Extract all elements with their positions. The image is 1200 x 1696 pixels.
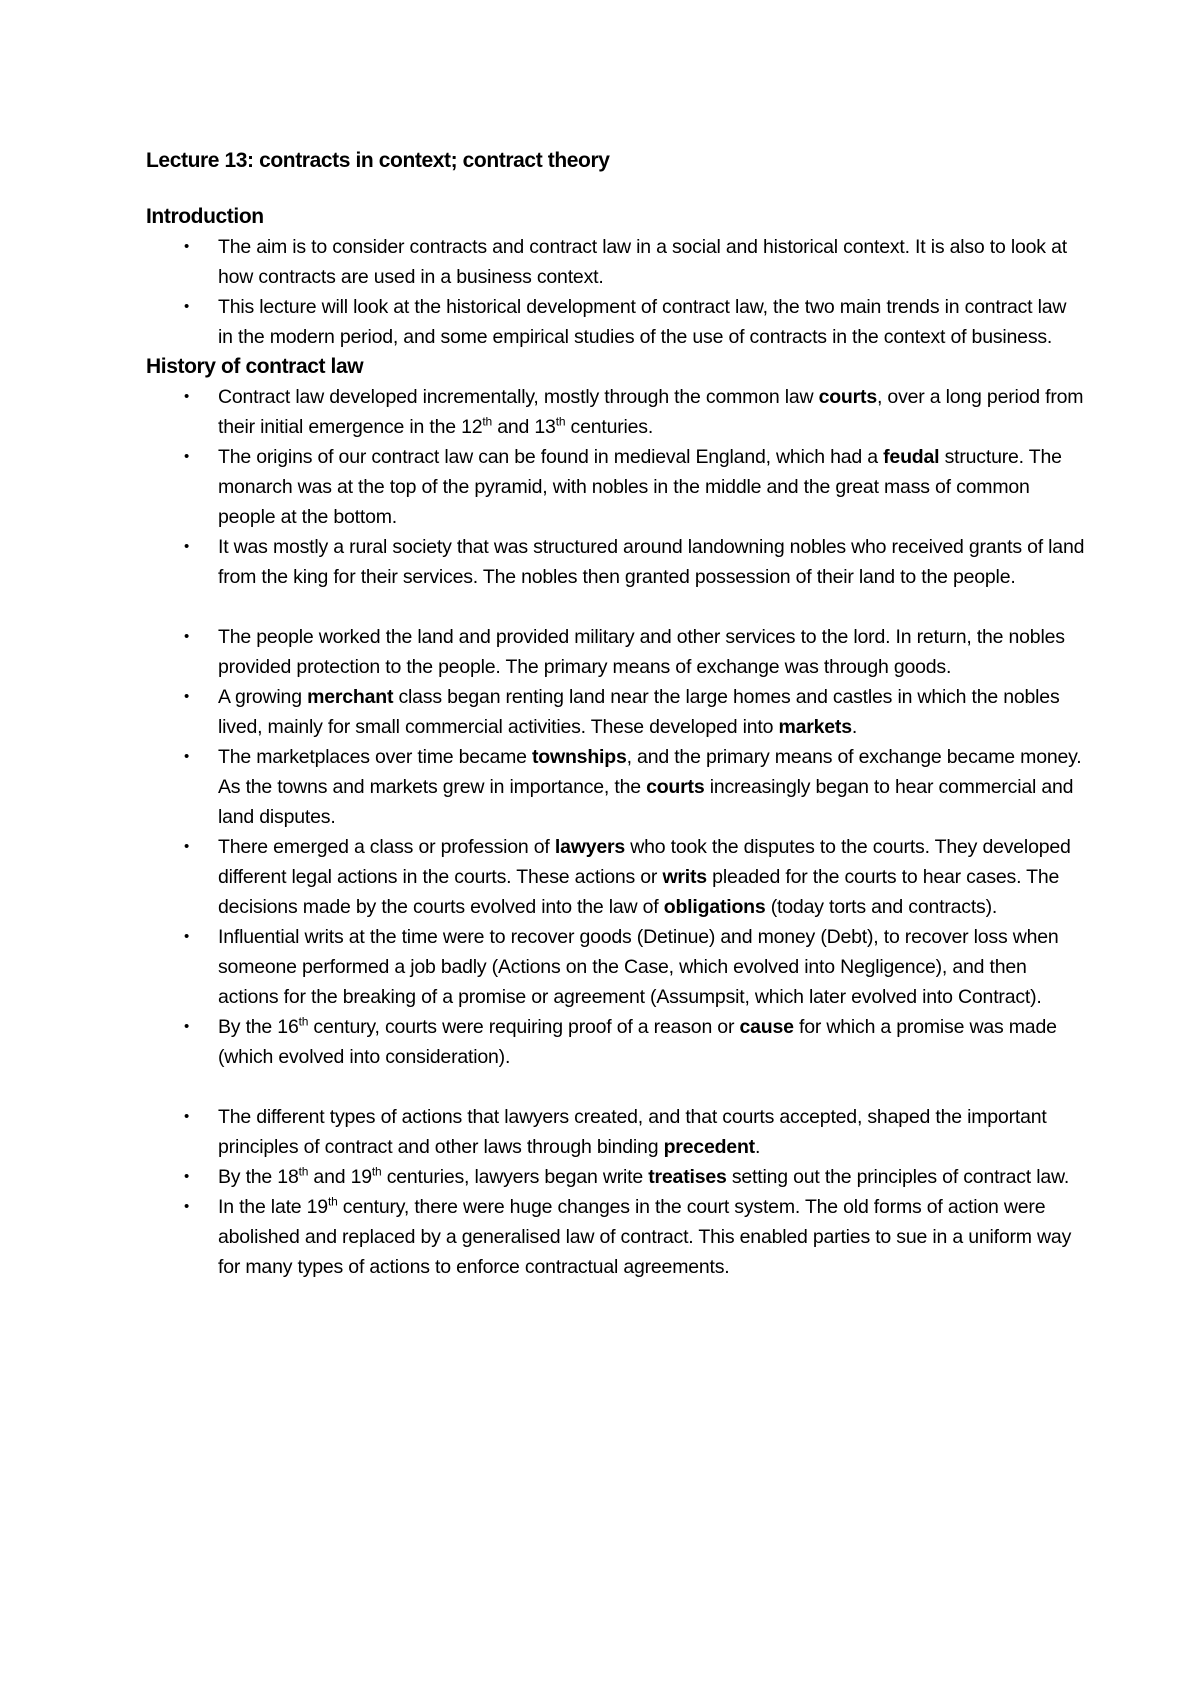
- bold-term: markets: [778, 716, 852, 738]
- section-heading: History of contract law: [146, 355, 364, 378]
- bullet-dot-icon: •: [184, 748, 190, 765]
- bullet-item: [146, 922, 1086, 1012]
- text-run: , and the primary means of exchange became money. As the towns and markets grew in importance, the: [218, 746, 1082, 798]
- bullet-item: [146, 232, 1086, 292]
- bullet-dot-icon: •: [184, 388, 190, 405]
- text-run: class began renting land near the large homes and castles in which the nobles lived, mainly for small commercial activities. These developed into: [218, 686, 1060, 738]
- section-heading: Introduction: [146, 205, 264, 228]
- document-title: Lecture 13: contracts in context; contract theory: [146, 149, 610, 172]
- bullet-item: [146, 442, 1086, 532]
- bullet-dot-icon: •: [184, 238, 190, 255]
- bullet-text: [218, 836, 1071, 918]
- bullet-item: [146, 682, 1086, 742]
- text-run: century, courts were requiring proof of a reason or: [308, 1016, 740, 1038]
- text-run: Contract law developed incrementally, mostly through the common law: [218, 386, 819, 408]
- bullet-dot-icon: •: [184, 1018, 190, 1035]
- text-run: increasingly began to hear commercial and land disputes.: [218, 776, 1074, 828]
- bullet-item: [146, 1102, 1086, 1162]
- bold-term: courts: [818, 386, 877, 408]
- bullet-text: [218, 1106, 1047, 1158]
- text-run: (today torts and contracts).: [765, 896, 998, 918]
- text-run: In the late 19: [218, 1196, 328, 1218]
- bullet-dot-icon: •: [184, 688, 190, 705]
- bullet-item: [146, 742, 1086, 832]
- text-run: The aim is to consider contracts and contract law in a social and historical context. It is also to look at how contracts are used in a business context.: [218, 236, 1067, 288]
- text-run: pleaded for the courts to hear cases. The decisions made by the courts evolved into the law of: [218, 866, 1060, 918]
- bold-term: feudal: [883, 446, 940, 468]
- bullet-text: [218, 236, 1067, 288]
- bullet-item: [146, 292, 1086, 352]
- bold-term: cause: [739, 1016, 794, 1038]
- text-run: , over a long period from their initial emergence in the 12: [218, 386, 1084, 438]
- text-run: By the 18: [218, 1166, 299, 1188]
- superscript: th: [298, 1164, 309, 1179]
- bullet-item: [146, 1192, 1086, 1282]
- text-run: structure. The monarch was at the top of the pyramid, with nobles in the middle and the great mass of common people at the bottom.: [218, 446, 1062, 528]
- section-history: [146, 352, 1086, 1282]
- text-run: The people worked the land and provided military and other services to the lord. In return, the nobles provided protection to the people. The primary means of exchange was through goods.: [218, 626, 1065, 678]
- superscript: th: [555, 414, 566, 429]
- text-run: setting out the principles of contract law.: [726, 1166, 1070, 1188]
- text-run: The marketplaces over time became: [218, 746, 532, 768]
- bullet-text: [218, 446, 1062, 528]
- bullet-text: [218, 386, 1083, 438]
- bullet-dot-icon: •: [184, 448, 190, 465]
- bullet-dot-icon: •: [184, 298, 190, 315]
- document-body: [146, 146, 1086, 1282]
- text-run: By the 16: [218, 1016, 299, 1038]
- superscript: th: [298, 1014, 309, 1029]
- text-run: It was mostly a rural society that was structured around landowning nobles who received grants of land from the king for their services. The nobles then granted possession of their land to the people.: [218, 536, 1085, 588]
- text-run: for which a promise was made (which evolved into consideration).: [218, 1016, 1057, 1068]
- bullet-dot-icon: •: [184, 538, 190, 555]
- bullet-text: [218, 686, 1060, 738]
- text-run: Influential writs at the time were to recover goods (Detinue) and money (Debt), to recover loss when someone performed a job badly (Actions on the Case, which evolved into Negligence), and then actions for the breaking of a promise or agreement (Assumpsit, which later evolved into Contract).: [218, 926, 1059, 1008]
- bullet-list: [146, 232, 1086, 352]
- text-run: who took the disputes to the courts. They developed different legal actions in the courts. These actions or: [218, 836, 1071, 888]
- bullet-dot-icon: •: [184, 928, 190, 945]
- bold-term: obligations: [663, 896, 766, 918]
- bullet-item: [146, 1012, 1086, 1072]
- bullet-dot-icon: •: [184, 1108, 190, 1125]
- text-run: centuries, lawyers began write: [381, 1166, 649, 1188]
- bold-term: courts: [646, 776, 705, 798]
- bullet-text: [218, 1166, 1069, 1188]
- text-run: The different types of actions that lawyers created, and that courts accepted, shaped the important principles of contract and other laws through binding: [218, 1106, 1047, 1158]
- bullet-text: [218, 1016, 1057, 1068]
- text-run: A growing: [218, 686, 308, 708]
- text-run: There emerged a class or profession of: [218, 836, 555, 858]
- bullet-dot-icon: •: [184, 1168, 190, 1185]
- superscript: th: [327, 1194, 338, 1209]
- text-run: centuries.: [565, 416, 654, 438]
- bullet-item: [146, 622, 1086, 682]
- text-run: This lecture will look at the historical development of contract law, the two main trends in contract law in the modern period, and some empirical studies of the use of contracts in the context of business.: [218, 296, 1067, 348]
- text-run: century, there were huge changes in the court system. The old forms of action were abolished and replaced by a generalised law of contract. This enabled parties to sue in a uniform way for many types of actions to enforce contractual agreements.: [218, 1196, 1072, 1278]
- text-run: and 13: [492, 416, 556, 438]
- section-introduction: [146, 202, 1086, 352]
- text-run: and 19: [308, 1166, 372, 1188]
- bullet-text: [218, 1196, 1071, 1278]
- bullet-dot-icon: •: [184, 838, 190, 855]
- bold-term: townships: [532, 746, 627, 768]
- text-run: The origins of our contract law can be found in medieval England, which had a: [218, 446, 884, 468]
- bullet-text: [218, 626, 1065, 678]
- bold-term: lawyers: [554, 836, 626, 858]
- bullet-item: [146, 1162, 1086, 1192]
- bold-term: writs: [662, 866, 707, 888]
- bold-term: treatises: [648, 1166, 727, 1188]
- bold-term: merchant: [307, 686, 394, 708]
- superscript: th: [482, 414, 493, 429]
- bullet-text: [218, 926, 1059, 1008]
- bullet-text: [218, 296, 1066, 348]
- bullet-item: [146, 832, 1086, 922]
- bullet-item: [146, 382, 1086, 442]
- bullet-text: [218, 536, 1084, 588]
- text-run: .: [851, 716, 858, 738]
- bullet-dot-icon: •: [184, 628, 190, 645]
- bullet-dot-icon: •: [184, 1198, 190, 1215]
- text-run: .: [754, 1136, 761, 1158]
- bold-term: precedent: [663, 1136, 755, 1158]
- bullet-item: [146, 532, 1086, 592]
- bullet-list: [146, 382, 1086, 1282]
- bullet-text: [218, 746, 1081, 828]
- superscript: th: [371, 1164, 382, 1179]
